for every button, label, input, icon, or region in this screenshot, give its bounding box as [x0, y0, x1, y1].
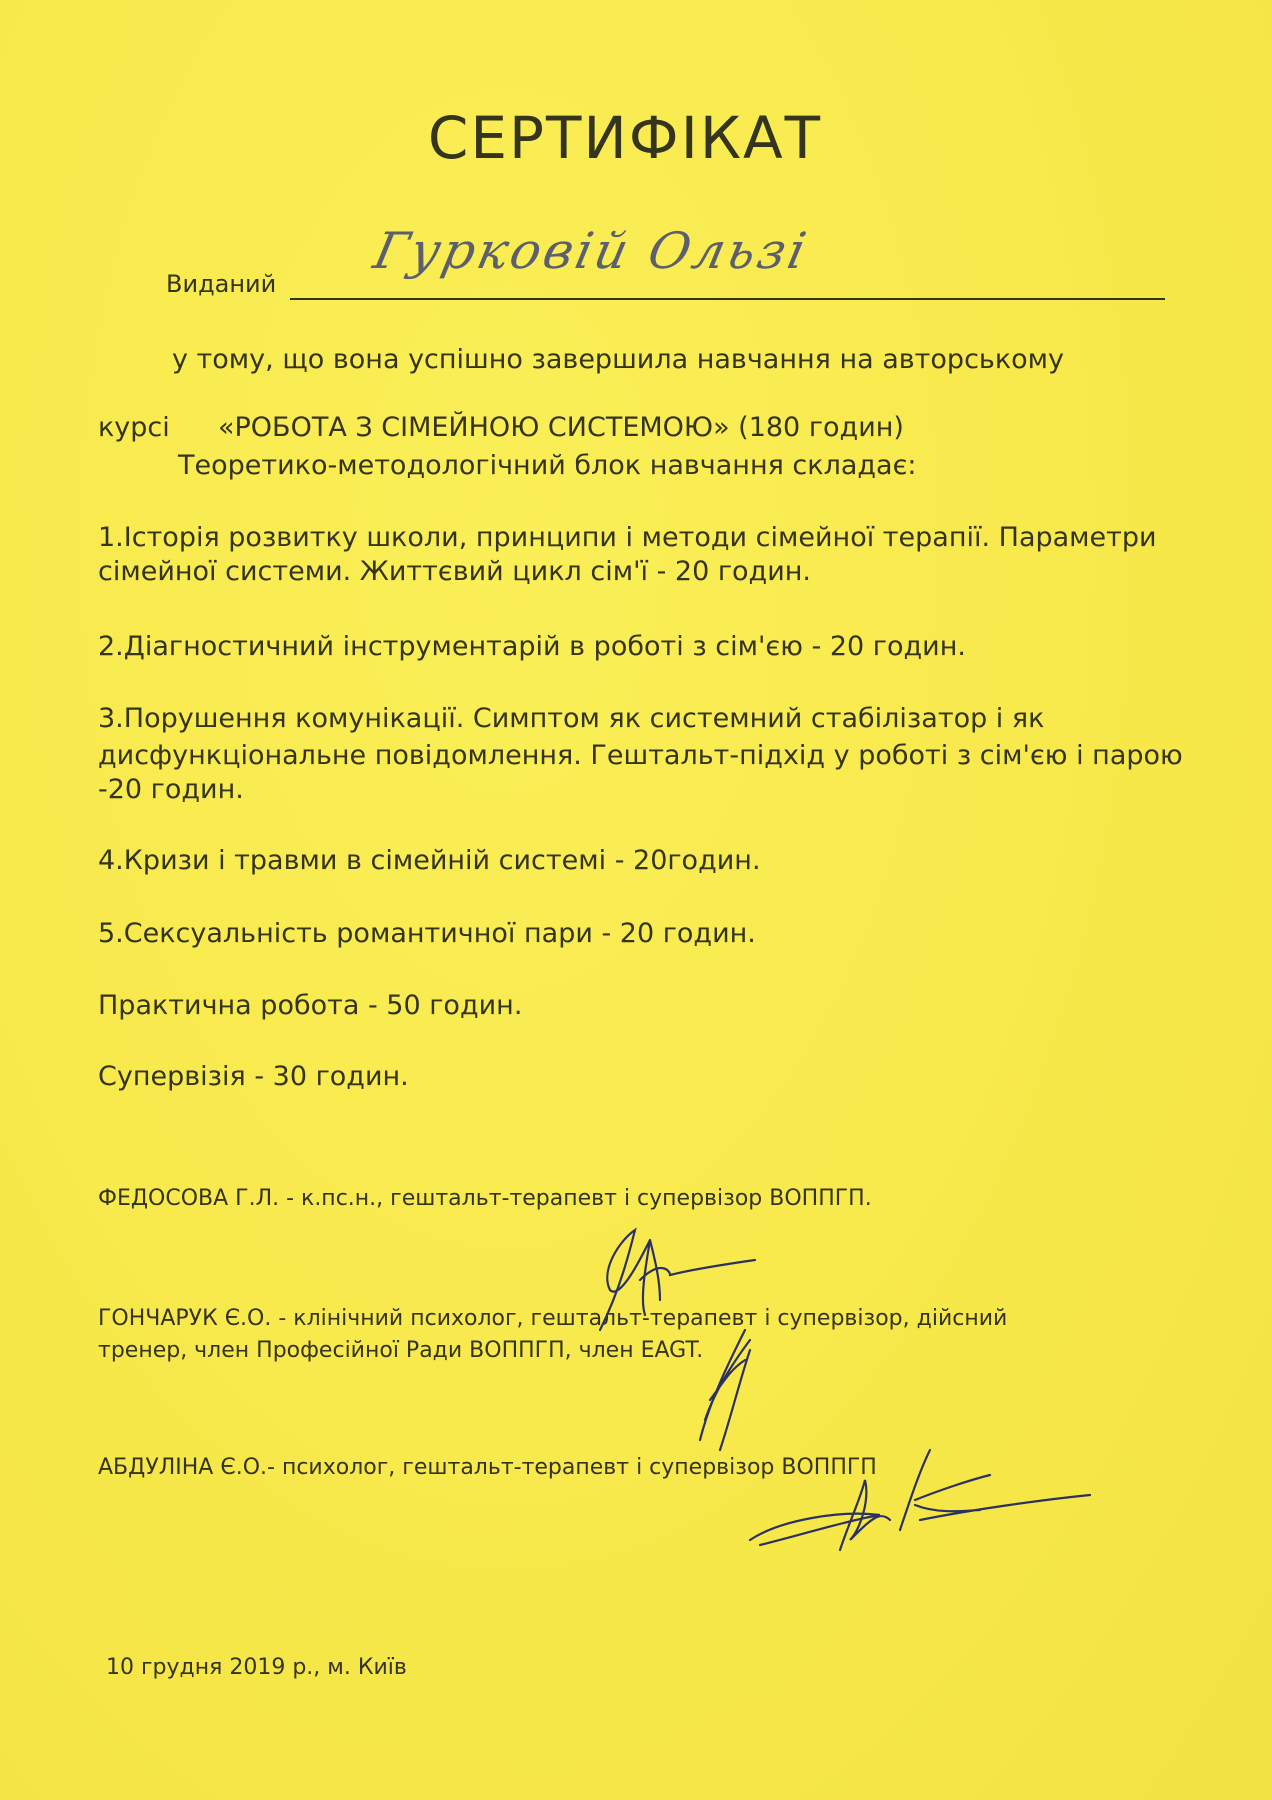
signatory-1: ФЕДОСОВА Г.Л. - к.пс.н., гештальт-терапевт і супервізор ВОППГП.: [98, 1186, 872, 1211]
block-intro: Теоретико-методологічний блок навчання складає:: [178, 450, 917, 481]
certificate-title: СЕРТИФІКАТ: [427, 104, 823, 172]
statement-text: у тому, що вона успішно завершила навчання на авторському: [172, 344, 1065, 375]
item-2: 2.Діагностичний інструментарій в роботі з сім'єю - 20 годин.: [98, 631, 966, 662]
item-3-line-2: дисфункціональне повідомлення. Гештальт-підхід у роботі з сім'єю і парою: [98, 740, 1183, 771]
item-1-line-1: 1.Історія розвитку школи, принципи і методи сімейної терапії. Параметри: [98, 522, 1157, 553]
course-label: курсі: [98, 412, 170, 443]
recipient-name-handwritten: Гурковій Ользі: [368, 222, 814, 280]
item-5: 5.Сексуальність романтичної пари - 20 годин.: [98, 918, 756, 949]
issued-label: Виданий: [166, 270, 277, 298]
signatory-3: АБДУЛІНА Є.О.- психолог, гештальт-терапевт і супервізор ВОППГП: [98, 1455, 877, 1480]
course-name: «РОБОТА З СІМЕЙНОЮ СИСТЕМОЮ» (180 годин): [218, 412, 904, 443]
signatory-2-line-2: тренер, член Професійної Ради ВОППГП, член EAGT.: [98, 1338, 704, 1363]
item-3-line-3: -20 годин.: [98, 774, 244, 805]
signature-abdulina: [740, 1440, 1100, 1570]
date-place: 10 грудня 2019 р., м. Київ: [106, 1655, 407, 1680]
item-4: 4.Кризи і травми в сімейній системі - 20годин.: [98, 845, 761, 876]
name-underline: [290, 298, 1165, 300]
signatory-2-line-1: ГОНЧАРУК Є.О. - клінічний психолог, гештальт-терапевт і супервізор, дійсний: [98, 1306, 1008, 1331]
signature-goncharuk: [690, 1320, 770, 1460]
item-1-line-2: сімейної системи. Життєвий цикл сім'ї - 20 годин.: [98, 556, 811, 587]
item-3-line-1: 3.Порушення комунікації. Симптом як системний стабілізатор і як: [98, 703, 1045, 734]
practical-work: Практична робота - 50 годин.: [98, 990, 523, 1021]
supervision: Супервізія - 30 годин.: [98, 1061, 409, 1092]
